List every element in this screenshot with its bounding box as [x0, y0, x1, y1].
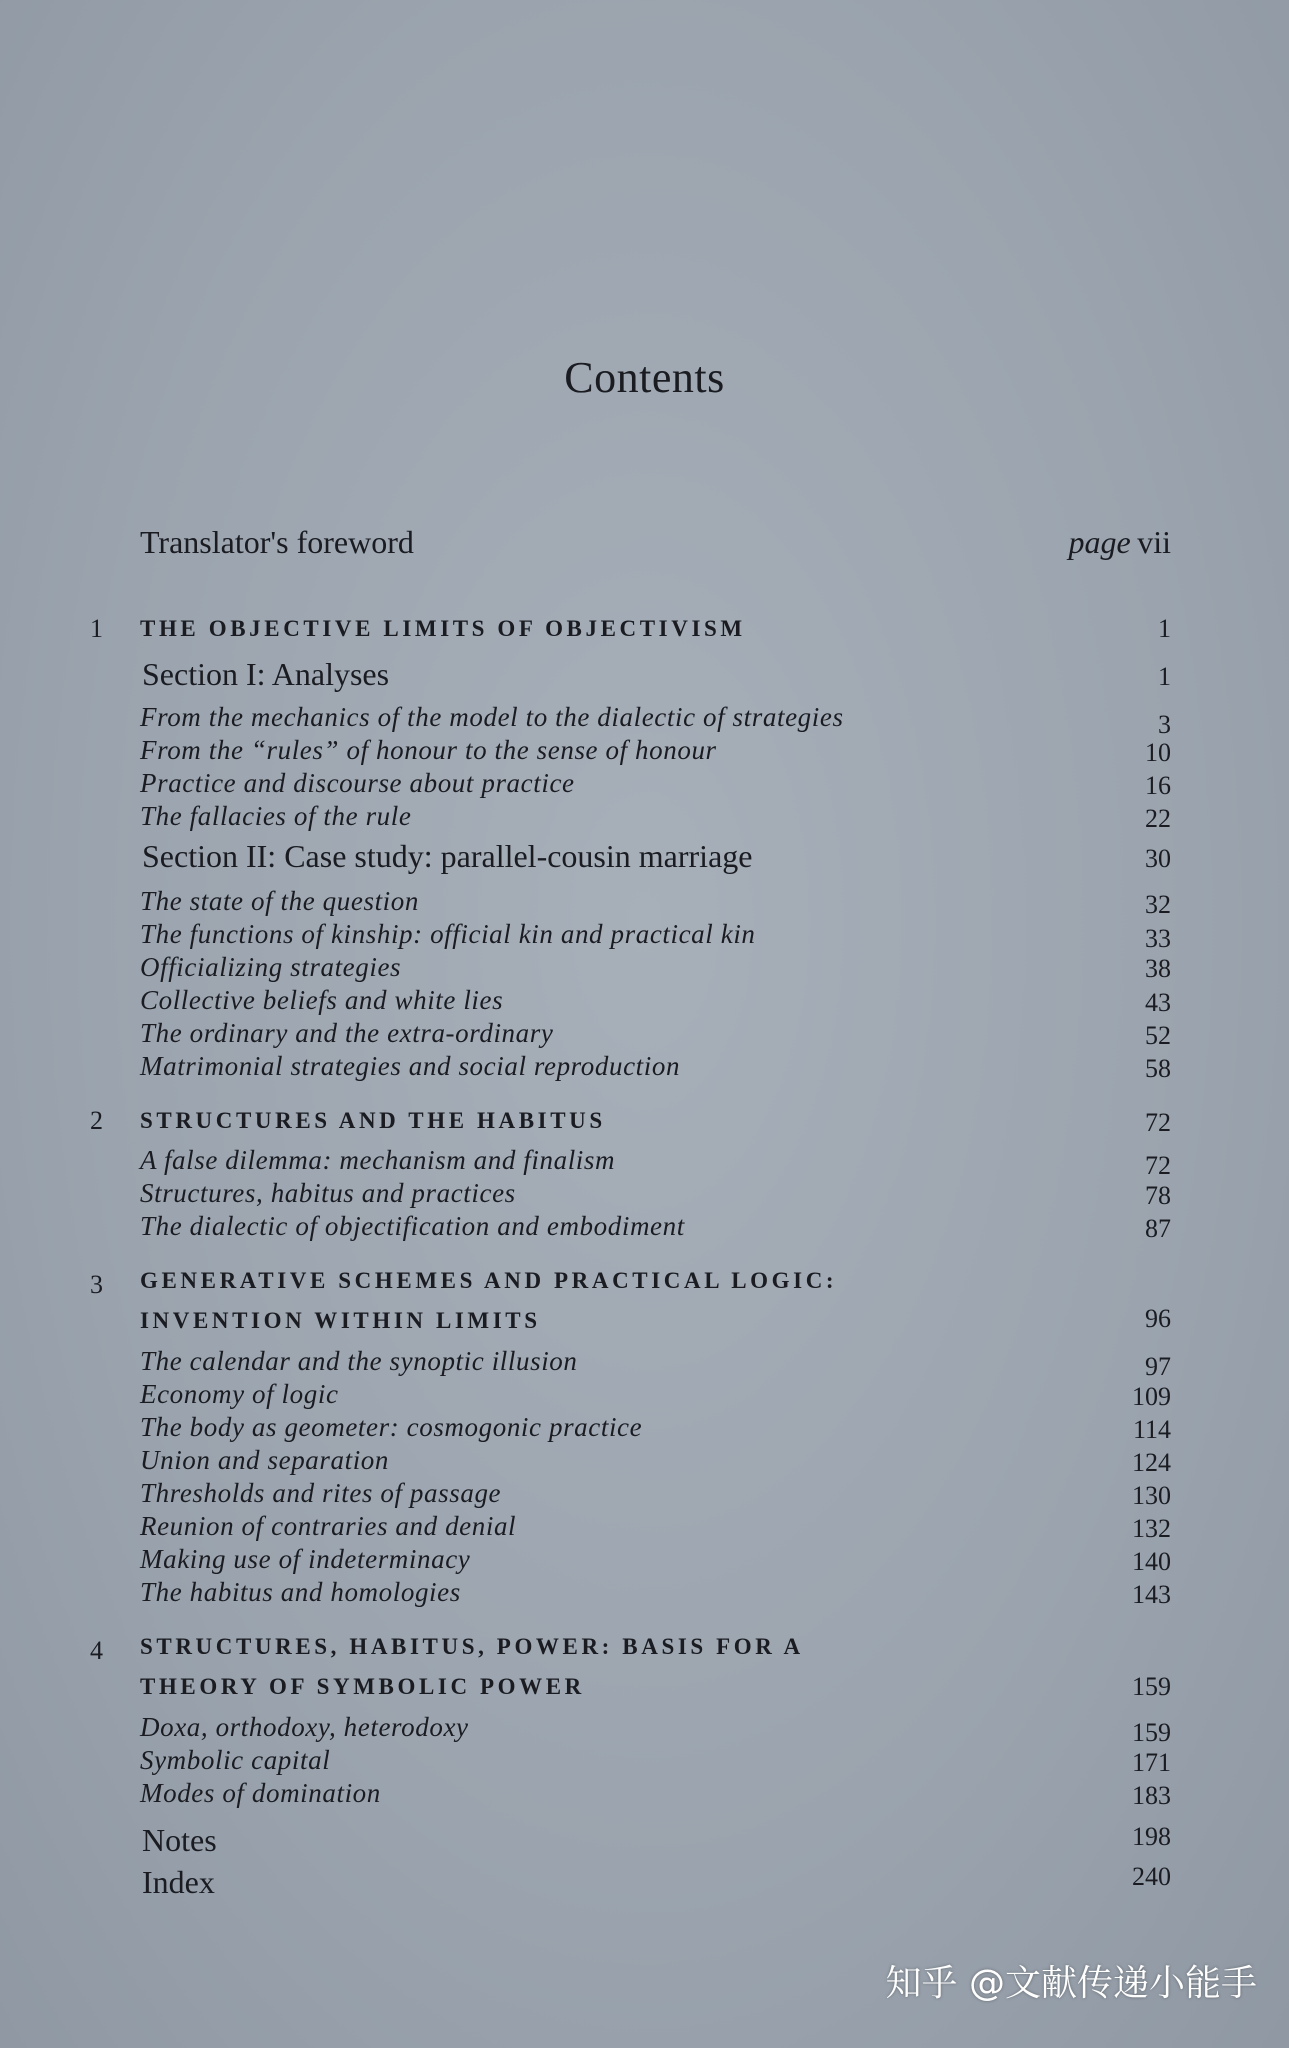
- chapter-title-line-1: STRUCTURES, HABITUS, POWER: BASIS FOR A: [140, 1634, 804, 1659]
- toc-label: The body as geometer: cosmogonic practice: [140, 1412, 643, 1442]
- chapter-number: 4: [90, 1636, 103, 1665]
- toc-page: 10: [1145, 738, 1171, 767]
- toc-label: The habitus and homologies: [140, 1577, 461, 1607]
- toc-row-foreword: [0, 524, 1289, 564]
- toc-label: Economy of logic: [140, 1379, 339, 1409]
- toc-page: 240: [1132, 1862, 1171, 1891]
- toc-page: 78: [1145, 1181, 1171, 1210]
- watermark: 知乎 @文献传递小能手: [885, 1963, 1257, 2004]
- toc-page: 33: [1145, 924, 1171, 953]
- toc-label: The fallacies of the rule: [140, 801, 412, 831]
- toc-section-2: [0, 838, 1289, 878]
- page-word: page: [1068, 524, 1131, 560]
- toc-item: [0, 1211, 1289, 1251]
- toc-page: 143: [1132, 1580, 1171, 1609]
- toc-page: 171: [1132, 1748, 1171, 1777]
- toc-label: Translator's foreword: [140, 524, 414, 560]
- page-title: Contents: [564, 353, 725, 402]
- toc-page: 16: [1145, 771, 1171, 800]
- section-label: Section I: Analyses: [142, 656, 390, 692]
- toc-page: 96: [1145, 1304, 1171, 1333]
- toc-label: Officializing strategies: [140, 952, 402, 982]
- toc-page: 140: [1132, 1547, 1171, 1576]
- toc-label: A false dilemma: mechanism and finalism: [140, 1145, 616, 1175]
- toc-label: Doxa, orthodoxy, heterodoxy: [140, 1712, 469, 1742]
- toc-page: 124: [1132, 1448, 1171, 1477]
- toc-item: [0, 1577, 1289, 1617]
- toc-section-1: [0, 656, 1289, 696]
- toc-row-notes: [0, 1822, 1289, 1862]
- toc-label: From the “rules” of honour to the sense of honour: [140, 735, 717, 765]
- toc-page: [1069, 524, 1171, 561]
- toc-page: 38: [1145, 954, 1171, 983]
- chapter-title-line-2: INVENTION WITHIN LIMITS: [140, 1308, 541, 1333]
- toc-page: 114: [1132, 1415, 1171, 1444]
- toc-label: Symbolic capital: [140, 1745, 331, 1775]
- toc-label: The dialectic of objectification and embodiment: [140, 1211, 685, 1241]
- toc-page: 1: [1158, 662, 1171, 691]
- toc-page: 22: [1145, 804, 1171, 833]
- toc-label: The state of the question: [140, 886, 419, 916]
- chapter-title: STRUCTURES AND THE HABITUS: [140, 1108, 606, 1133]
- toc-chapter-4-cont: [0, 1674, 1289, 1714]
- toc-page: 30: [1145, 844, 1171, 873]
- chapter-number: 1: [90, 614, 103, 643]
- toc-page: 132: [1132, 1514, 1171, 1543]
- toc-label: Making use of indeterminacy: [140, 1544, 471, 1574]
- toc-page: 72: [1145, 1151, 1171, 1180]
- toc-label: Modes of domination: [140, 1778, 381, 1808]
- toc-chapter-3-cont: [0, 1304, 1289, 1348]
- toc-page: 43: [1145, 988, 1171, 1017]
- chapter-title: THE OBJECTIVE LIMITS OF OBJECTIVISM: [140, 616, 746, 641]
- toc-label: Thresholds and rites of passage: [140, 1478, 502, 1508]
- section-label: Section II: Case study: parallel-cousin marriage: [142, 838, 753, 874]
- toc-label: Matrimonial strategies and social reproduction: [140, 1051, 681, 1081]
- toc-page: 97: [1145, 1352, 1171, 1381]
- toc-item: [0, 801, 1289, 841]
- toc-label: Reunion of contraries and denial: [140, 1511, 517, 1541]
- chapter-title-line-1: GENERATIVE SCHEMES AND PRACTICAL LOGIC:: [140, 1268, 838, 1293]
- toc-page: 130: [1132, 1481, 1171, 1510]
- toc-page: 52: [1145, 1021, 1171, 1050]
- toc-label: The calendar and the synoptic illusion: [140, 1346, 578, 1376]
- toc-page: 3: [1158, 710, 1171, 739]
- toc-label: Structures, habitus and practices: [140, 1178, 516, 1208]
- toc-chapter-1: [0, 614, 1289, 654]
- toc-item: [0, 1051, 1289, 1091]
- page-number: vii: [1137, 524, 1171, 560]
- toc-label: Index: [142, 1864, 215, 1900]
- toc-label: Notes: [142, 1822, 217, 1858]
- chapter-number: 3: [90, 1270, 103, 1299]
- toc-page: 58: [1145, 1054, 1171, 1083]
- toc-page: 159: [1132, 1718, 1171, 1747]
- toc-label: From the mechanics of the model to the dialectic of strategies: [140, 702, 844, 732]
- toc-chapter-2: [0, 1106, 1289, 1146]
- toc-chapter-3: [0, 1266, 1289, 1306]
- toc-chapter-4: [0, 1632, 1289, 1672]
- toc-page: 159: [1132, 1672, 1171, 1701]
- toc-page: 87: [1145, 1214, 1171, 1243]
- toc-row-index: [0, 1864, 1289, 1904]
- toc-page: 72: [1145, 1108, 1171, 1137]
- toc-label: Union and separation: [140, 1445, 390, 1475]
- toc-label: The functions of kinship: official kin and practical kin: [140, 919, 756, 949]
- toc-page: 183: [1132, 1781, 1171, 1810]
- chapter-title-line-2: THEORY OF SYMBOLIC POWER: [140, 1674, 585, 1699]
- toc-label: Collective beliefs and white lies: [140, 985, 504, 1015]
- toc-page: 198: [1132, 1822, 1171, 1851]
- toc-page: 1: [1158, 614, 1171, 643]
- chapter-number: 2: [90, 1106, 103, 1135]
- toc-label: The ordinary and the extra-ordinary: [140, 1018, 554, 1048]
- toc-label: Practice and discourse about practice: [140, 768, 575, 798]
- toc-page: 32: [1145, 890, 1171, 919]
- toc-page: 109: [1132, 1382, 1171, 1411]
- toc-item: [0, 1778, 1289, 1818]
